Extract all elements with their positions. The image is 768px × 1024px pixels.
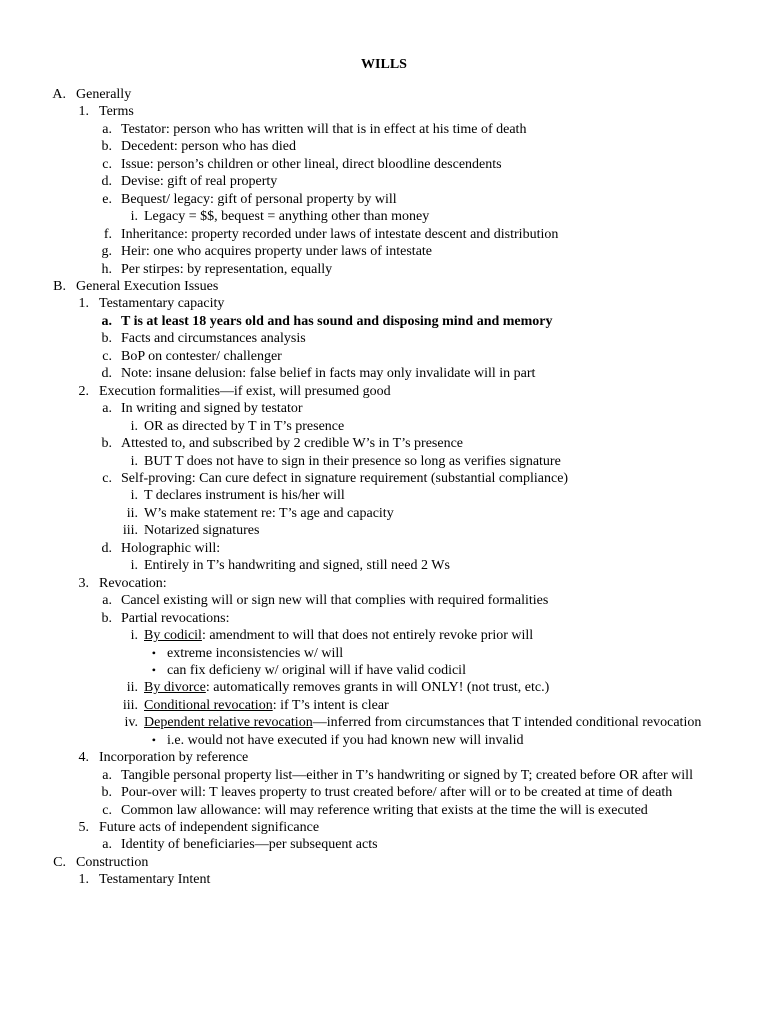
outline-item (0, 365, 768, 382)
outline-text (144, 679, 768, 696)
outline-item (0, 348, 768, 365)
outline-text (99, 819, 768, 836)
outline-item (0, 697, 768, 714)
outline-item (0, 295, 768, 312)
item-text: Testamentary capacity (99, 296, 225, 312)
outline (0, 86, 768, 889)
outline-item (0, 121, 768, 138)
item-text: : automatically removes grants in will ONLY! (not trust, etc.) (205, 680, 550, 696)
outline-marker: d. (101, 366, 112, 382)
item-text: Future acts of independent significance (99, 820, 320, 836)
underlined-term: Dependent relative revocation (144, 715, 313, 731)
bullet-icon: • (151, 662, 156, 677)
outline-item (0, 261, 768, 278)
outline-item (0, 435, 768, 452)
item-text: Attested to, and subscribed by 2 credible W’s in T’s presence (121, 436, 464, 452)
item-text: Pour-over will: T leaves property to trust created before/ after will or to be created at time of death (121, 785, 673, 801)
item-text: Self-proving: Can cure defect in signature requirement (substantial compliance) (121, 470, 569, 486)
outline-text (121, 313, 768, 330)
outline-item (0, 522, 768, 539)
outline-item (0, 487, 768, 504)
outline-item (0, 505, 768, 522)
item-text: Common law allowance: will may reference writing that exists at the time the will is executed (121, 802, 648, 818)
outline-marker: f. (103, 226, 112, 242)
outline-item (0, 575, 768, 592)
outline-marker: 3. (78, 575, 89, 591)
outline-text (121, 365, 768, 382)
outline-marker: ii. (126, 505, 138, 521)
outline-marker: h. (101, 261, 112, 277)
outline-text (121, 836, 768, 853)
item-text: —inferred from circumstances that T intended conditional revocation (312, 715, 702, 731)
item-text: Issue: person’s children or other lineal, direct bloodline descendents (121, 156, 502, 172)
outline-text (121, 592, 768, 609)
item-text: Legacy = $$, bequest = anything other than money (144, 209, 430, 225)
outline-text (121, 470, 768, 487)
outline-item (0, 714, 768, 731)
outline-item (0, 208, 768, 225)
document-title: WILLS (361, 57, 407, 72)
item-text: Note: insane delusion: false belief in facts may only invalidate will in part (121, 366, 536, 382)
item-text: Terms (99, 104, 134, 120)
item-text: Decedent: person who has died (121, 139, 296, 155)
outline-marker: i. (130, 453, 138, 469)
outline-item (0, 610, 768, 627)
outline-item (0, 767, 768, 784)
outline-marker: i. (130, 418, 138, 434)
outline-text (99, 295, 768, 312)
outline-text (99, 871, 768, 888)
outline-marker: 2. (78, 383, 89, 399)
item-text: Devise: gift of real property (121, 174, 278, 190)
bullet-icon: • (151, 645, 156, 660)
item-text: Testamentary Intent (99, 872, 211, 888)
outline-marker: b. (101, 331, 112, 347)
item-text: Execution formalities—if exist, will presumed good (99, 383, 391, 399)
item-text: Construction (76, 854, 149, 870)
item-text: W’s make statement re: T’s age and capacity (144, 505, 394, 521)
outline-text (144, 418, 768, 435)
outline-item (0, 86, 768, 103)
outline-item (0, 138, 768, 155)
outline-item (0, 173, 768, 190)
outline-marker: c. (102, 470, 112, 486)
outline-item (0, 784, 768, 801)
outline-text (144, 505, 768, 522)
outline-marker: c. (102, 348, 112, 364)
outline-marker: b. (101, 610, 112, 626)
outline-marker: a. (102, 767, 112, 783)
outline-item (0, 627, 768, 644)
outline-marker: i. (130, 488, 138, 504)
item-text: Tangible personal property list—either in T’s handwriting or signed by T; created before OR after will (121, 767, 693, 783)
outline-item (0, 557, 768, 574)
item-text: Incorporation by reference (99, 750, 249, 766)
outline-text (167, 732, 768, 749)
item-text: i.e. would not have executed if you had known new will invalid (167, 732, 524, 748)
outline-item (0, 732, 768, 749)
outline-marker: i. (130, 558, 138, 574)
outline-text (144, 522, 768, 539)
outline-text (121, 156, 768, 173)
outline-text (167, 662, 768, 679)
outline-marker: g. (101, 244, 112, 260)
outline-marker: a. (102, 837, 112, 853)
outline-text (99, 575, 768, 592)
item-text: General Execution Issues (76, 278, 219, 294)
outline-text (144, 557, 768, 574)
item-text: BoP on contester/ challenger (121, 348, 282, 364)
outline-marker: e. (102, 191, 112, 207)
outline-text (144, 487, 768, 504)
outline-item (0, 330, 768, 347)
outline-marker: iii. (122, 523, 138, 539)
outline-text (121, 261, 768, 278)
outline-item (0, 802, 768, 819)
outline-marker: d. (101, 540, 112, 556)
outline-marker: c. (102, 802, 112, 818)
outline-marker: C. (53, 854, 66, 870)
outline-text (121, 243, 768, 260)
outline-marker: i. (130, 209, 138, 225)
outline-marker: iii. (122, 697, 138, 713)
outline-text (121, 540, 768, 557)
outline-item (0, 871, 768, 888)
item-text: Cancel existing will or sign new will that complies with required formalities (121, 593, 549, 609)
item-text: Bequest/ legacy: gift of personal property by will (121, 191, 397, 207)
item-text: Entirely in T’s handwriting and signed, still need 2 Ws (144, 558, 450, 574)
outline-item (0, 592, 768, 609)
item-text: extreme inconsistencies w/ will (167, 645, 344, 661)
item-text: Generally (76, 87, 132, 102)
outline-item (0, 645, 768, 662)
outline-marker: 5. (78, 820, 89, 836)
outline-marker: 4. (78, 750, 89, 766)
outline-text (121, 610, 768, 627)
item-text: T is at least 18 years old and has sound and disposing mind and memory (121, 313, 553, 329)
item-text: Inheritance: property recorded under laws of intestate descent and distribution (121, 226, 559, 242)
outline-text (144, 627, 768, 644)
item-text: Holographic will: (121, 540, 221, 556)
outline-marker: iv. (124, 715, 138, 731)
outline-item (0, 156, 768, 173)
outline-marker: b. (101, 139, 112, 155)
outline-item (0, 243, 768, 260)
outline-item (0, 854, 768, 871)
outline-marker: i. (130, 628, 138, 644)
item-text: Facts and circumstances analysis (121, 331, 306, 347)
outline-item (0, 278, 768, 295)
outline-text (121, 138, 768, 155)
outline-text (121, 121, 768, 138)
outline-text (121, 330, 768, 347)
item-text: : if T’s intent is clear (272, 697, 389, 713)
item-text: T declares instrument is his/her will (144, 488, 345, 504)
outline-marker: a. (102, 401, 112, 417)
outline-marker: ii. (126, 680, 138, 696)
underlined-term: By divorce (144, 680, 206, 696)
outline-text (99, 383, 768, 400)
outline-text (99, 749, 768, 766)
outline-text (99, 103, 768, 120)
item-text: : amendment to will that does not entirely revoke prior will (201, 628, 534, 644)
outline-marker: c. (102, 156, 112, 172)
outline-item (0, 383, 768, 400)
item-text: Per stirpes: by representation, equally (121, 261, 333, 277)
outline-text (121, 191, 768, 208)
item-text: Heir: one who acquires property under laws of intestate (121, 244, 433, 260)
item-text: BUT T does not have to sign in their presence so long as verifies signature (144, 453, 561, 469)
item-text: Partial revocations: (121, 610, 230, 626)
outline-marker: 1. (78, 104, 89, 120)
outline-marker: 1. (78, 872, 89, 888)
outline-text (144, 453, 768, 470)
item-text: Identity of beneficiaries—per subsequent acts (121, 837, 378, 853)
outline-item (0, 662, 768, 679)
outline-item (0, 470, 768, 487)
outline-text (121, 400, 768, 417)
item-text: Notarized signatures (144, 523, 260, 539)
item-text: In writing and signed by testator (121, 401, 303, 417)
outline-text (121, 435, 768, 452)
outline-text (121, 226, 768, 243)
outline-text (121, 348, 768, 365)
outline-text (76, 854, 768, 871)
outline-text (121, 784, 716, 801)
outline-item (0, 819, 768, 836)
outline-marker: a. (101, 313, 112, 329)
outline-item (0, 191, 768, 208)
outline-item (0, 749, 768, 766)
outline-text (121, 767, 716, 784)
outline-text (144, 697, 768, 714)
outline-marker: d. (101, 174, 112, 190)
outline-marker: a. (102, 121, 112, 137)
outline-item (0, 453, 768, 470)
outline-item (0, 313, 768, 330)
underlined-term: By codicil (144, 628, 202, 644)
item-text: Revocation: (99, 575, 167, 591)
item-text: Testator: person who has written will that is in effect at his time of death (121, 121, 527, 137)
outline-marker: 1. (78, 296, 89, 312)
outline-text (144, 208, 768, 225)
outline-text (76, 86, 768, 103)
outline-marker: b. (101, 436, 112, 452)
outline-text (121, 802, 768, 819)
outline-marker: B. (53, 278, 66, 294)
outline-item (0, 836, 768, 853)
outline-text (121, 173, 768, 190)
outline-item (0, 540, 768, 557)
outline-item (0, 400, 768, 417)
item-text: can fix deficieny w/ original will if have valid codicil (167, 662, 466, 678)
item-text: OR as directed by T in T’s presence (144, 418, 345, 434)
outline-text (167, 645, 768, 662)
bullet-icon: • (151, 732, 156, 747)
outline-marker: a. (102, 593, 112, 609)
outline-text (76, 278, 768, 295)
outline-item (0, 418, 768, 435)
outline-marker: A. (52, 87, 66, 102)
outline-item (0, 226, 768, 243)
outline-text (144, 714, 716, 731)
outline-item (0, 103, 768, 120)
outline-item (0, 679, 768, 696)
underlined-term: Conditional revocation (144, 697, 273, 713)
outline-marker: b. (101, 785, 112, 801)
